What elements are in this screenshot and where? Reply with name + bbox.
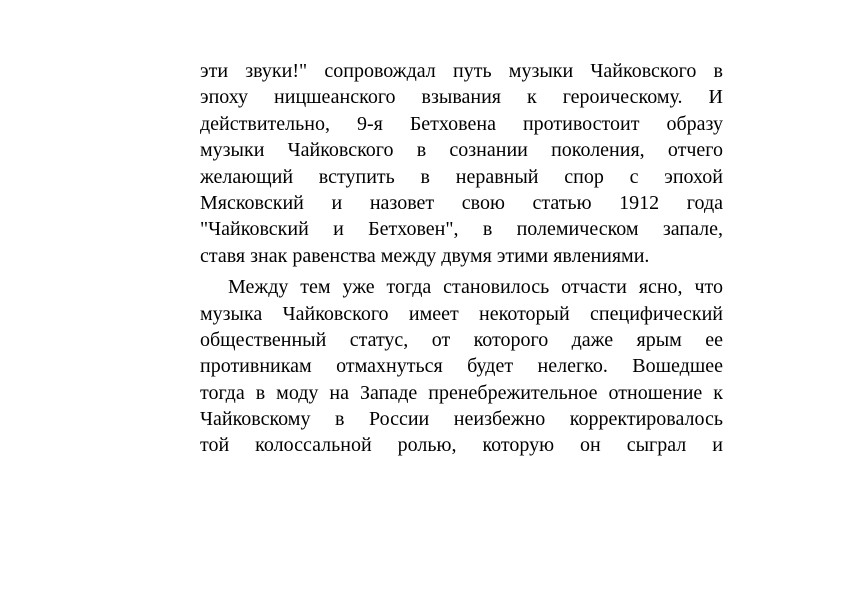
body-text: [200, 58, 723, 459]
text-line: эпоху ницшеанского взывания к героическому. И: [200, 86, 723, 109]
text-line: ставя знак равенства между двумя этими явлениями.: [200, 244, 650, 267]
text-line: противникам отмахнуться будет нелегко. Вошедшее: [200, 355, 723, 378]
text-line: тогда в моду на Западе пренебрежительное отношение к: [200, 381, 723, 404]
paragraph-2: [200, 274, 723, 459]
text-line: "Чайковский и Бетховен", в полемическом запале,: [200, 218, 723, 241]
text-line: той колоссальной ролью, которую он сыграл и: [200, 434, 723, 457]
paragraph-1: [200, 58, 723, 269]
text-line: действительно, 9-я Бетховена противостоит образу: [200, 112, 723, 135]
text-line: общественный статус, от которого даже ярым ее: [200, 328, 723, 351]
text-line: музыки Чайковского в сознании поколения, отчего: [200, 139, 723, 162]
text-line: Мясковский и назовет свою статью 1912 года: [200, 191, 723, 214]
text-line: музыка Чайковского имеет некоторый специфический: [200, 302, 723, 325]
text-line: желающий вступить в неравный спор с эпохой: [200, 165, 723, 188]
text-line: Между тем уже тогда становилось отчасти ясно, что: [228, 276, 723, 299]
text-line: Чайковскому в России неизбежно корректировалось: [200, 408, 723, 431]
text-line: эти звуки!" сопровождал путь музыки Чайковского в: [200, 60, 723, 82]
